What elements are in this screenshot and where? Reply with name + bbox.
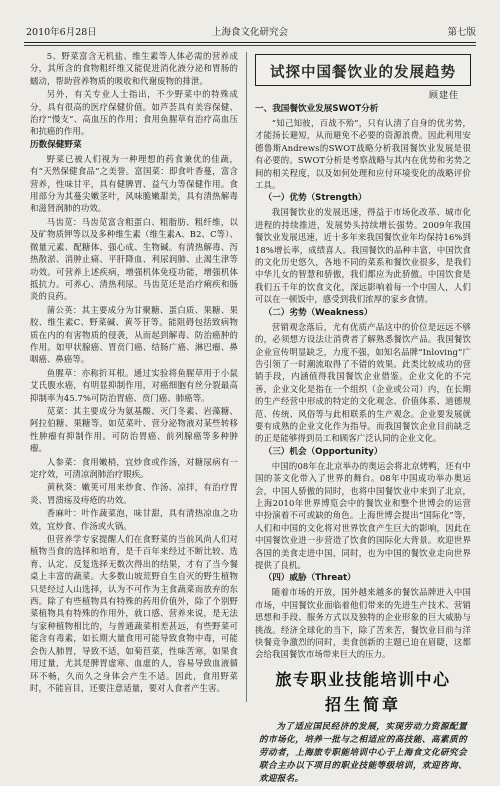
- subsection-heading: （一）优势（Strength）: [263, 193, 367, 204]
- paragraph: 营销观念落后，尤有优质产品这中的价位是远远不够的，必须想方设法让消费者了解熟悉餐饮产品。我国餐饮企业宣传明显缺乏，力度不强，如知名品牌“Inloving”广告引领了一时潮流取得了不错的效果。此类比较成功的营销手段，内涵值得我国餐饮企业借鉴。企业文化的不完善，企业文化是指在一个组织（企业或公司）内，在长期的生产经营中形成的特定的文化观念、价值体系、道德规范、传统、风俗等与此相联系的生产观念。企业要发展就要有成熟的企业文化作为指导。而我国餐饮企业目前缺乏的正是能够得到员工和顾客广泛认同的企业文化。: [255, 321, 471, 444]
- ad-title: 旅专职业技能培训中心: [275, 669, 451, 689]
- paragraph: 人参菜：食用嫩梢，宜炒食或作汤，对糖尿病有一定疗效，可清凉润肺治疗眼疾。: [30, 456, 238, 479]
- paragraph: 中国的08年在北京举办的奥运会将北京烤鸭，还有中国的茶文化带入了世界的舞台。08年中国成功举办奥运会，中国人骄傲的同时，也将中国餐饮业中来到了北京，上海2010年世界博览会中的餐饮业和整个世博会的运营中扮演着不可或缺的角色。上海世博会提出“国际化”等，人们和中国的文化将对世界饮食产生巨大的影响，因此在中国餐饮业进一步营造了饮食的国际化大背景。欢迎世界各国的美食走进中国，同时，也为中国的餐饮业走向世界提供了良机。: [255, 460, 471, 570]
- header-rule-thin: [24, 45, 476, 46]
- section-heading: 一、我国餐饮业发展SWOT分析: [255, 104, 379, 114]
- left-column: [30, 50, 238, 705]
- paragraph: “知己知彼，百战不殆”，只有认清了自身的优劣势，才能扬长避短，从而避免不必要的资源浪费。因此利用安德鲁斯Andrews的SWOT战略分析我国餐饮业发展是很有必要的。SWOT分析是考察战略与其内在优势和劣势之间的相关程度，以及如何处理和应付环境变化的战略评价工具。: [255, 118, 471, 191]
- right-column: [255, 50, 471, 784]
- paragraph: 但营养学专家提醒人们在食野菜的当前风尚人们对植物当食的选择和培育，是千百年来经过不断比较、选育、认定、反复选择无数次得出的结果，才有了当今餐桌上丰富的蔬菜。大多数山坡荒野自生自灭的野生植物只是经过人山选择，认为不可作为主食蔬菜而放弃的东西。除了有些植物具有特殊的药用价值外，除了个别野菜植物具有特殊的作用外，就口感、营养来说，是无法与家种植物相比的，与普通蔬菜相差甚远，有些野菜可能含有毒素，如长期大量食用可能导致食物中毒，可能会伤人肺胃，导致不适，如菊苣菜，性味苦寒，如果食用过量，尤其是脾胃虚寒、血虚的人，容易导致血液循环不畅，久而久之身体会产生不适。因此，食用野菜时，不能盲目，还要注意适量，要对人食者产生害。: [30, 534, 238, 693]
- publication-name: 上海食文化研究会: [211, 27, 288, 38]
- paragraph: 另外，有关专业人士指出，不少野菜中的特殊成分，具有很高的医疗保健价值。如芦荟具有美容保健、治疗“慢支”、高血压的作用；食用鱼腥草有治疗高血压和抗癌的作用。: [30, 89, 238, 137]
- paragraph: 马齿苋：马齿苋富含粗蛋白、粗脂肪、粗纤维，以及矿物质钾等以及多种维生素（维生素A、B2、C等）、微量元素、配糖体、强心成、生物碱。有清热解毒、泻热散淤、消肿止痛、平肝降血、利尿润肺、止渴生津等功效。可营养上述疾病，增强机体免疫功能，增强机体抵抗力。可养心、清热利尿。马齿苋还是治疗痢疾和肠炎的良药。: [30, 216, 238, 302]
- section-heading: 历数保健野菜: [30, 139, 82, 150]
- subsection-heading: （二）劣势（Weakness）: [263, 307, 373, 318]
- issue-date: 2010年6月28日: [26, 27, 97, 38]
- column-divider: [246, 52, 247, 702]
- paragraph: 野菜已被人们视为一种理想的药食兼优的佳蔬，有“天然保健食品”之美誉。富国菜：即食叶香蔓，富含营养，性味甘平，具有健脾胃、益气力等保健作用。食用部分为其蔓尖嫩茎叶，风味脆嫩甜美，具有清热解毒和滋肾润肺的功效。: [30, 153, 238, 214]
- paragraph: 鱼腥草：亦称折耳根。通过实验将鱼腥草用于小鼠艾氏腹水癌，有明显抑制作用，对癌细胞有丝分裂最高抑制率为45.7%可防治胃癌、贲门癌、肺癌等。: [30, 367, 238, 403]
- paragraph: 我国餐饮业的发展迅速，得益于市场化改革、城市化进程的持续推进，发展势头持续增长强势。2009年我国餐饮业发展迅速，近十多年来我国餐饮业年均保持16%到18%增长率，成绩喜人。我国餐饮的品种丰富，中国饮食的文化历史悠久，各地不同的菜系和餐饮业很多，是我们中华儿女的智慧和骄傲，我们都应为此骄傲。中国饮食是我们五千年的饮食文化，深远影响着每一个中国人，人们可以在一顿饭中，感受到我们浓厚的家乡食情。: [255, 207, 471, 305]
- paragraph: 随着市场的开放，国外越来越多的餐饮品牌进入中国市场，中国餐饮业面临着他们带来的先进生产技术、营销思想和手段、服务方式以及独特的企业形象的巨大威胁与挑战。经济全球化的当下，除了苦来苦，餐饮业目前与洋快餐竞争激烈的同时，美食创新的主题已迫在眉睫，这都会给我国餐饮市场带来巨大的压力。: [255, 587, 471, 660]
- paragraph: 蒲公英：其主要成分为甘聚糖、蛋白质、果糖、果胶、维生素C、野菜碱、黄芩苷等。能阻碍包括致病物质在内的有害物质的侵袭，从而起到解毒、防治癌肿的作用。如甲状腺癌、胃贲门癌、结肠广癌、淋巴瘤、鼻咽癌、鼻癌等。: [30, 304, 238, 365]
- article-author: 顾建佳: [428, 91, 459, 101]
- ad-subtitle: 招生简章: [324, 694, 401, 714]
- article-title: 试探中国餐饮业的发展趋势: [270, 65, 456, 81]
- subsection-heading: （三）机会（Opportunity）: [263, 446, 383, 457]
- paragraph: 5、野菜富含无机盐、维生素等人体必需的营养成分，其所含的食物粗纤维又能促进消化液分泌和胃肠的蠕动，帮助营养物质的吸收和代谢废物的排泄。: [30, 51, 238, 86]
- subsection-heading: （四）威胁（Threat）: [263, 573, 356, 584]
- paragraph: 黄秋葵：嫩荚可用来炒食、作汤、凉拌，有治疗胃炎、胃溃疡及痔疮的功效。: [30, 482, 238, 505]
- ad-body: 为了适应国民经济的发展，实现劳动力资源配置的市场化，培养一批与之相适应的高技能、高素质的劳动者，上海旅专职能培训中心于上海食文化研究会联合主办以下项目的职业技能等级培训，欢迎咨询、欢迎报名。: [259, 721, 467, 784]
- page-header: [24, 26, 476, 40]
- page-number: 第七版: [447, 27, 476, 38]
- article-body: [255, 103, 471, 661]
- header-rule: [24, 42, 476, 43]
- paragraph: 苋菜：其主要成分为氨基酸、灭门冬素、岩藻糖、阿拉伯糖、果糖等。如苋菜叶、营分泌物液对某些转移性肿瘤有抑制作用。可防治胃癌、前列腺癌等多种肿瘤。: [30, 405, 238, 454]
- article-title-box: [255, 54, 471, 86]
- paragraph: 香麻叶：叶作蔬菜泡，味甘甜，具有清热凉血之功效，宜炒食、作汤或火锅。: [30, 508, 238, 531]
